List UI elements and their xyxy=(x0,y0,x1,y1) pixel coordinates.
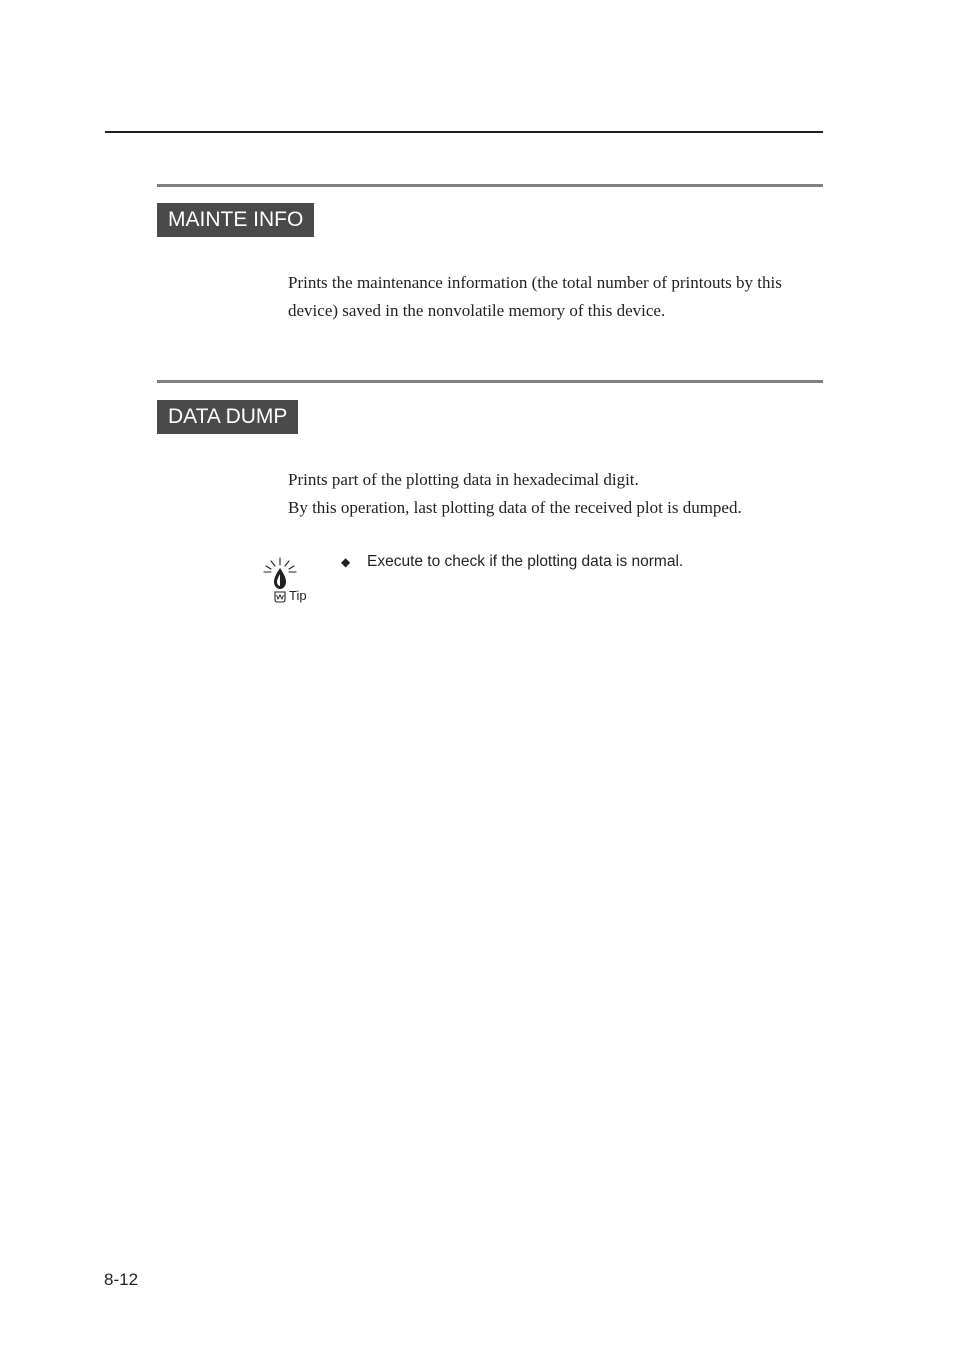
light-bulb-icon xyxy=(258,556,316,608)
section-body-mainte-info xyxy=(288,269,828,325)
paragraph: Prints part of the plotting data in hexadecimal digit. xyxy=(288,470,639,489)
header-rule xyxy=(105,131,823,133)
tip-label: Tip xyxy=(289,588,307,603)
page-number: 8-12 xyxy=(104,1270,139,1289)
section-heading-mainte-info: MAINTE INFO xyxy=(157,203,314,237)
paragraph: Prints the maintenance information (the total number of printouts by this device) saved in the nonvolatile memory of this device. xyxy=(288,273,782,320)
section-rule-data-dump xyxy=(157,380,823,383)
tip-text: Execute to check if the plotting data is normal. xyxy=(367,553,684,570)
section-body-data-dump xyxy=(288,466,828,522)
bullet-icon: ◆ xyxy=(341,555,351,569)
paragraph: By this operation, last plotting data of the received plot is dumped. xyxy=(288,498,742,517)
section-heading-data-dump: DATA DUMP xyxy=(157,400,298,434)
section-rule-mainte-info xyxy=(157,184,823,187)
